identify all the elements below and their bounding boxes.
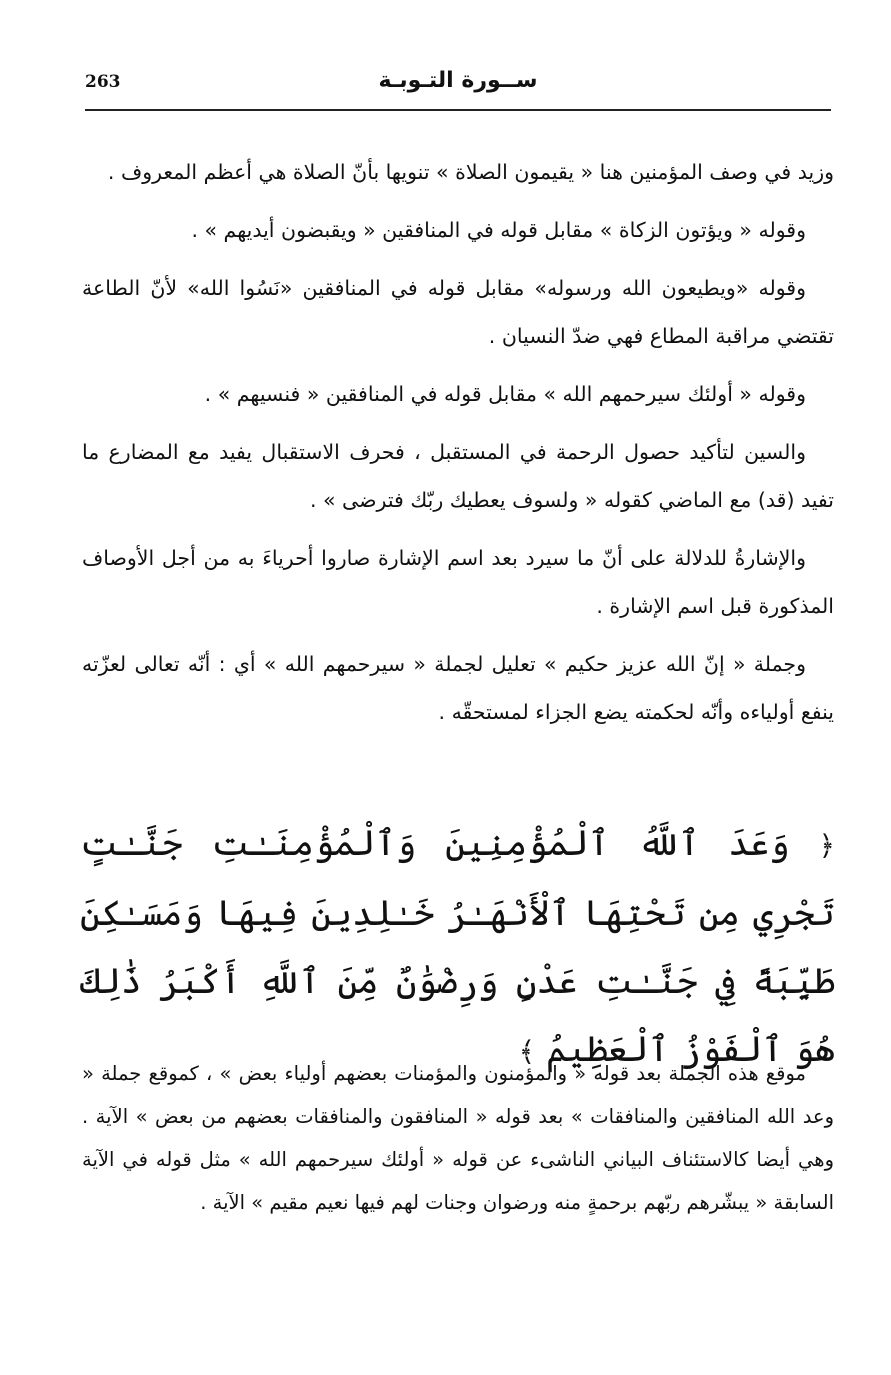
running-title: ســورة التـوبـة <box>378 68 538 93</box>
paragraph: وزيد في وصف المؤمنين هنا « يقيمون الصلاة » تنويها بأنّ الصلاة هي أعظم المعروف . <box>107 160 834 184</box>
paragraph: والسين لتأكيد حصول الرحمة في المستقبل ، فحرف الاستقبال يفيد مع المضارع ما تفيد (قد) مع الماضي كقوله « ولسوف يعطيك ربّك فترضى » . <box>82 440 834 512</box>
quran-verse <box>80 810 835 1086</box>
paragraph: والإشارةُ للدلالة على أنّ ما سيرد بعد اسم الإشارة صاروا أحرياءَ به من أجل الأوصاف المذكورة قبل اسم الإشارة . <box>82 546 834 618</box>
paragraph: وقوله « أولئك سيرحمهم الله » مقابل قوله في المنافقين « فنسيهم » . <box>204 382 806 406</box>
paragraph: وقوله « ويؤتون الزكاة » مقابل قوله في المنافقين « ويقبضون أيديهم » . <box>191 218 806 242</box>
commentary-text <box>82 1052 834 1234</box>
header-rule <box>85 109 831 111</box>
verse-open-ornament: ﴿ <box>818 829 835 862</box>
tafsir-text <box>82 148 834 746</box>
verse-text: وَعَدَ ٱللَّهُ ٱلْمُؤْمِنِينَ وَٱلْمُؤْمِنَـٰتِ جَنَّـٰتٍ تَجْرِي مِن تَحْتِهَا ٱلْأَنْهَـٰرُ خَـٰلِدِينَ فِيهَا وَمَسَـٰكِنَ طَيِّبَةً فِي جَنَّـٰتِ عَدْنٍ وَرِضْوَٰنٌ مِّنَ ٱللَّهِ أَكْبَرُ ذَٰلِكَ هُوَ ٱلْفَوْزُ ٱلْعَظِيمُ <box>80 824 835 1070</box>
page-number: 263 <box>85 72 121 92</box>
paragraph: وجملة « إنّ الله عزيز حكيم » تعليل لجملة « سيرحمهم الله » أي : أنّه تعالى لعزّته ينفع أولياءه وأنّه لحكمته يضع الجزاء لمستحقّه . <box>82 652 834 724</box>
page-header <box>85 62 831 112</box>
verse-close-ornament: ﴾ <box>518 1035 535 1068</box>
paragraph: موقع هذه الجملة بعد قوله « والمؤمنون والمؤمنات بعضهم أولياء بعض » ، كموقع جملة « وعد الله المنافقين والمنافقات » بعد قوله « المنافقون والمنافقات بعضهم من بعض » الآية . وهي أيضا كالاستئناف البياني الناشىء عن قوله « أولئك سيرحمهم الله » مثل قوله في الآية السابقة « يبشّرهم ربّهم برحمةٍ منه ورضوان وجنات لهم فيها نعيم مقيم » الآية . <box>82 1062 834 1214</box>
paragraph: وقوله «ويطيعون الله ورسوله» مقابل قوله في المنافقين «نَسُوا الله» لأنّ الطاعة تقتضي مراقبة المطاع فهي ضدّ النسيان . <box>82 276 834 348</box>
